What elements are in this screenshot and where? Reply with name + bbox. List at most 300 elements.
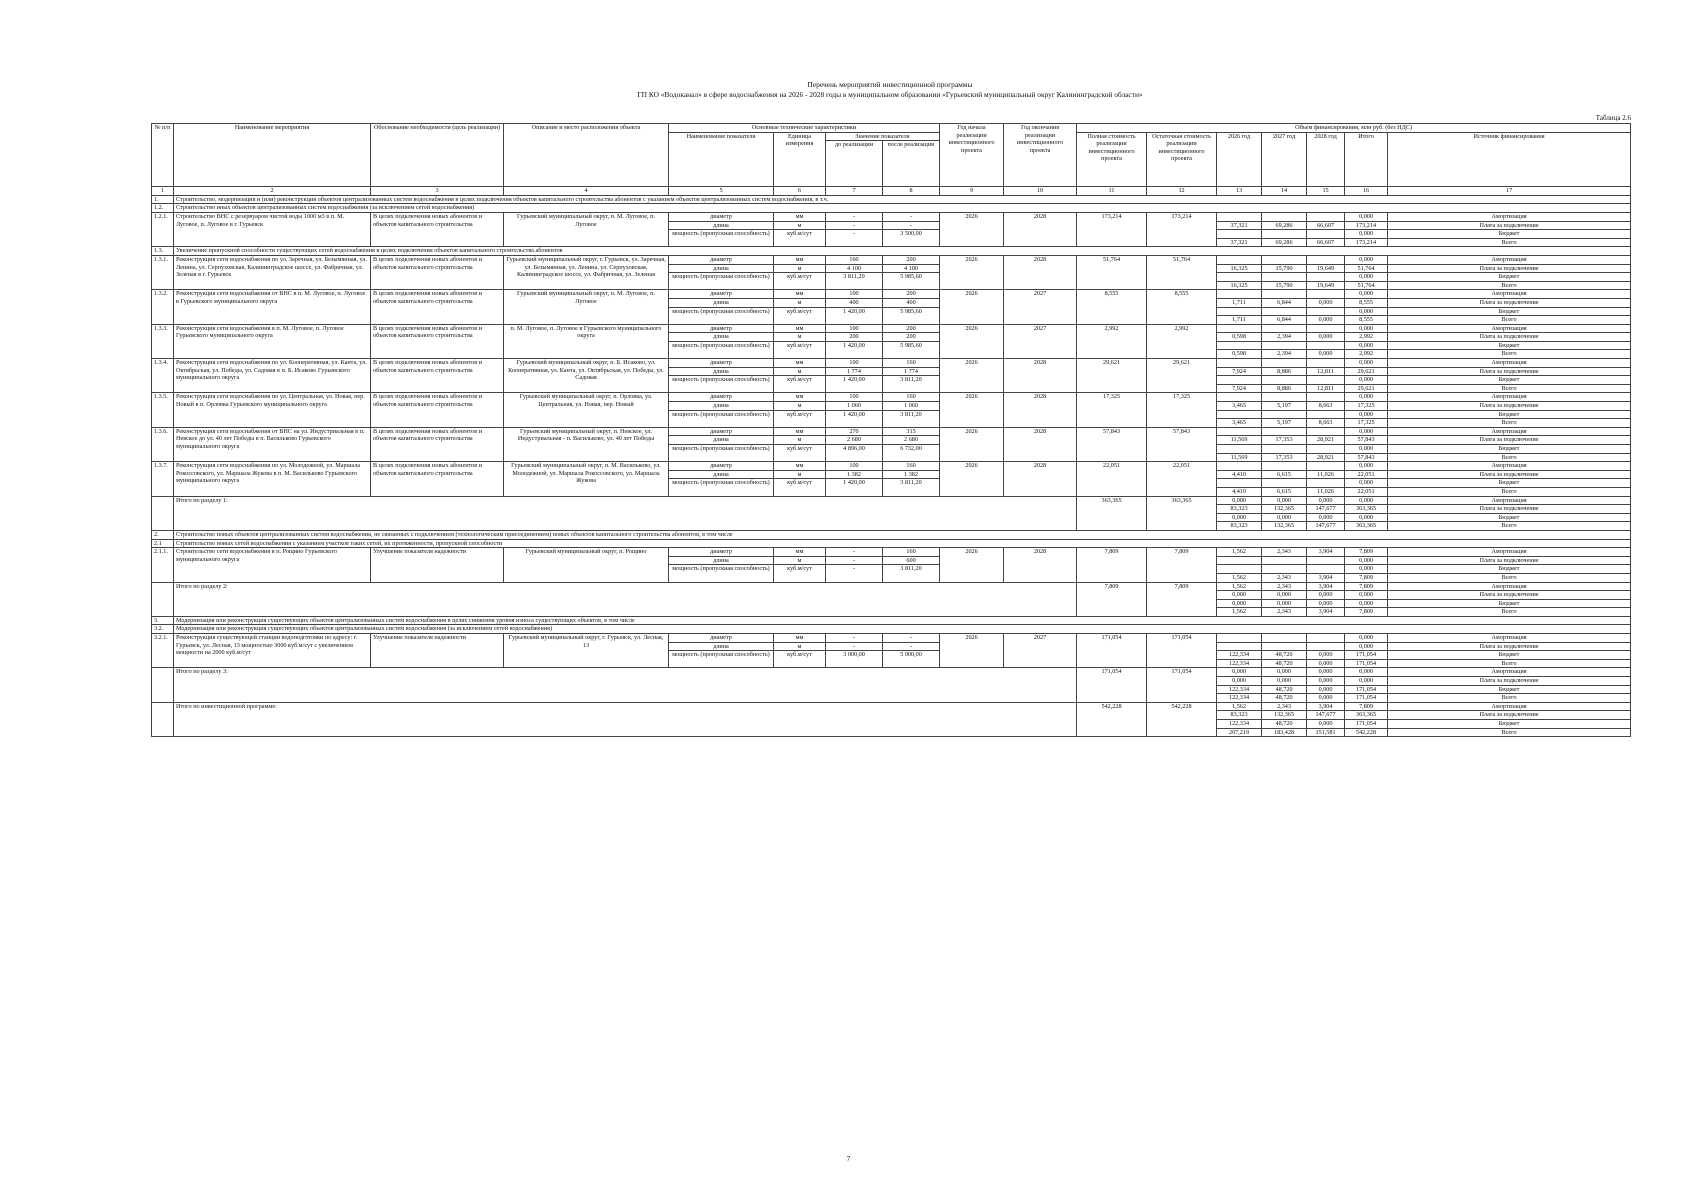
fin-cell: 0,000 <box>1307 599 1345 608</box>
col-number: 7 <box>826 187 883 196</box>
end-year: 2028 <box>1004 393 1077 427</box>
source-cell: Амортизация <box>1388 548 1631 557</box>
fin-cell: 2,343 <box>1262 582 1307 591</box>
source-cell: Бюджет <box>1388 651 1631 660</box>
value-after: 3 811,20 <box>883 565 940 582</box>
fin-cell: 37,321 <box>1217 221 1262 230</box>
section-title: Строительство новых сетей водоснабжения с указанием участков таких сетей, их протяженности, пропускной способности <box>174 539 1631 548</box>
value-before: 270 <box>826 427 883 436</box>
value-before: - <box>826 556 883 565</box>
source-cell: Амортизация <box>1388 324 1631 333</box>
fin-cell <box>1307 307 1345 316</box>
fin-cell <box>1262 393 1307 402</box>
col-number: 14 <box>1262 187 1307 196</box>
project-row <box>152 427 1631 436</box>
fin-cell: 7,809 <box>1345 608 1388 617</box>
param-name: диаметр <box>669 548 774 557</box>
fin-cell: 147,677 <box>1307 711 1345 720</box>
fin-cell: 0,000 <box>1345 230 1388 239</box>
project-reason: Улучшение показателя надежности <box>371 634 504 668</box>
fin-cell: 0,598 <box>1217 333 1262 342</box>
fin-cell: 1,562 <box>1217 702 1262 711</box>
param-unit: куб.м/сут <box>774 307 826 324</box>
value-before: 4 100 <box>826 264 883 273</box>
fin-cell <box>1262 324 1307 333</box>
fin-cell <box>1217 393 1262 402</box>
fin-cell: 0,000 <box>1307 350 1345 359</box>
fin-cell: 151,581 <box>1307 728 1345 737</box>
header-2026: 2026 год <box>1217 132 1262 187</box>
project-desc: Гурьевский муниципальный округ, п. М. Луговое, п. Луговое <box>504 290 669 324</box>
value-after: 3 811,20 <box>883 479 940 496</box>
param-name: диаметр <box>669 212 774 221</box>
param-unit: м <box>774 264 826 273</box>
fin-cell <box>1307 376 1345 385</box>
project-desc: Гурьевский муниципальный округ, п. Б. Исаково, ул. Кооперативная, ул. Канта, ул. Октябрьская, ул. Победы, ул. Садовая <box>504 359 669 393</box>
fin-cell: 48,720 <box>1262 694 1307 703</box>
project-num: 1.3.2. <box>152 290 174 324</box>
value-after: 160 <box>883 548 940 557</box>
source-cell: Плата за подключение <box>1388 221 1631 230</box>
page-number: 7 <box>846 1155 851 1163</box>
source-cell: Всего <box>1388 522 1631 531</box>
fin-cell <box>1262 427 1307 436</box>
title-line-2: ГП КО «Водоканал» в сфере водоснабжения на 2026 - 2028 годы в муниципальном образовании «Гурьевский муниципальный округ Калининградской области» <box>637 90 1143 99</box>
fin-cell: 66,607 <box>1307 238 1345 247</box>
header-source: Источник финансирования <box>1388 132 1631 187</box>
total-full-cost: 363,365 <box>1077 496 1147 530</box>
value-after: 4 100 <box>883 264 940 273</box>
fin-cell <box>1262 212 1307 221</box>
fin-cell: 0,000 <box>1345 273 1388 282</box>
fin-cell: 0,000 <box>1307 694 1345 703</box>
end-year: 2027 <box>1004 634 1077 668</box>
fin-cell: 183,428 <box>1262 728 1307 737</box>
fin-cell: 0,000 <box>1345 359 1388 368</box>
total-full-cost: 171,054 <box>1077 668 1147 702</box>
param-name: мощность (пропускная способность) <box>669 445 774 462</box>
total-label: Итого по инвестиционной программе: <box>174 702 1077 736</box>
end-year: 2028 <box>1004 212 1077 246</box>
project-reason: В целях подключения новых абонентов и объектов капитального строительства <box>371 359 504 393</box>
project-num: 1.3.6. <box>152 427 174 461</box>
fin-cell: 17,325 <box>1345 402 1388 411</box>
param-name: длина <box>669 642 774 651</box>
residual-cost: 29,621 <box>1147 359 1217 393</box>
project-num: 2.1.1. <box>152 548 174 582</box>
title-line-1: Перечень мероприятий инвестиционной программы <box>807 80 973 89</box>
fin-cell: 1,711 <box>1217 316 1262 325</box>
value-before: - <box>826 212 883 221</box>
col-number: 1 <box>152 187 174 196</box>
param-name: длина <box>669 298 774 307</box>
fin-cell: 0,000 <box>1307 685 1345 694</box>
param-name: мощность (пропускная способность) <box>669 273 774 290</box>
section-num: 1. <box>152 195 174 204</box>
source-cell: Плата за подключение <box>1388 677 1631 686</box>
project-reason: В целях подключения новых абонентов и объектов капитального строительства <box>371 255 504 289</box>
fin-cell: 0,000 <box>1262 677 1307 686</box>
param-unit: м <box>774 298 826 307</box>
fin-cell: 16,325 <box>1217 281 1262 290</box>
fin-cell <box>1217 462 1262 471</box>
section-num: 3. <box>152 616 174 625</box>
source-cell: Амортизация <box>1388 427 1631 436</box>
fin-cell: 6,844 <box>1262 316 1307 325</box>
header-2027: 2027 год <box>1262 132 1307 187</box>
value-before: - <box>826 565 883 582</box>
header-desc: Описание и место расположения объекта <box>504 124 669 187</box>
source-cell: Плата за подключение <box>1388 367 1631 376</box>
section-title: Строительство иных объектов централизованных систем водоснабжения (за исключением сетей водоснабжения) <box>174 204 1631 213</box>
fin-cell: 132,365 <box>1262 505 1307 514</box>
source-cell: Плата за подключение <box>1388 333 1631 342</box>
source-cell: Плата за подключение <box>1388 298 1631 307</box>
header-end: Год окончания реализации инвестиционного проекта <box>1004 124 1077 187</box>
fin-cell <box>1217 212 1262 221</box>
value-after: 3 811,20 <box>883 410 940 427</box>
fin-cell: 0,000 <box>1307 677 1345 686</box>
fin-cell: 8,663 <box>1307 402 1345 411</box>
value-after: 200 <box>883 324 940 333</box>
param-name: диаметр <box>669 462 774 471</box>
fin-cell: 11,569 <box>1217 453 1262 462</box>
full-cost: 171,054 <box>1077 634 1147 668</box>
start-year: 2026 <box>940 290 1004 324</box>
fin-cell <box>1307 273 1345 282</box>
header-start: Год начала реализации инвестиционного проекта <box>940 124 1004 187</box>
project-num: 1.2.1. <box>152 212 174 246</box>
fin-cell: 0,000 <box>1307 668 1345 677</box>
section-title: Строительство новых объектов централизованных систем водоснабжения, не связанных с подключением (технологическим присоединением) новых объектов капитального строительства абонентов, в том числе <box>174 530 1631 539</box>
source-cell: Плата за подключение <box>1388 556 1631 565</box>
fin-cell: 0,000 <box>1307 659 1345 668</box>
fin-cell: 207,219 <box>1217 728 1262 737</box>
param-name: мощность (пропускная способность) <box>669 410 774 427</box>
fin-cell: 0,000 <box>1307 298 1345 307</box>
fin-cell: 0,000 <box>1345 599 1388 608</box>
param-name: мощность (пропускная способность) <box>669 651 774 668</box>
header-tech: Основные технические характеристики <box>669 124 940 133</box>
fin-cell: 171,054 <box>1345 685 1388 694</box>
project-reason: В целях подключения новых абонентов и объектов капитального строительства <box>371 212 504 246</box>
fin-cell: 19,649 <box>1307 264 1345 273</box>
value-after: 3 500,00 <box>883 230 940 247</box>
param-name: диаметр <box>669 255 774 264</box>
header-rest: Остаточная стоимость реализации инвестиционного проекта <box>1147 132 1217 187</box>
fin-cell <box>1217 341 1262 350</box>
fin-cell: 122,334 <box>1217 720 1262 729</box>
fin-cell: 17,353 <box>1262 436 1307 445</box>
value-after: 6 732,00 <box>883 445 940 462</box>
residual-cost: 173,214 <box>1147 212 1217 246</box>
param-unit: м <box>774 367 826 376</box>
value-after: 1 060 <box>883 402 940 411</box>
project-desc: п. М. Луговое, п. Луговое в Гурьевского муниципального округа <box>504 324 669 358</box>
col-number: 10 <box>1004 187 1077 196</box>
source-cell: Амортизация <box>1388 668 1631 677</box>
fin-cell: 0,000 <box>1345 556 1388 565</box>
fin-cell: 147,677 <box>1307 522 1345 531</box>
source-cell: Бюджет <box>1388 565 1631 574</box>
col-number: 16 <box>1345 187 1388 196</box>
param-name: мощность (пропускная способность) <box>669 341 774 358</box>
value-before: 1 420,00 <box>826 410 883 427</box>
fin-cell: 132,365 <box>1262 522 1307 531</box>
fin-cell: 7,809 <box>1345 548 1388 557</box>
col-number: 5 <box>669 187 774 196</box>
source-cell: Всего <box>1388 453 1631 462</box>
fin-cell: 7,809 <box>1345 573 1388 582</box>
param-unit: мм <box>774 359 826 368</box>
param-unit: куб.м/сут <box>774 410 826 427</box>
fin-cell <box>1217 427 1262 436</box>
fin-cell: 4,410 <box>1217 487 1262 496</box>
param-unit: мм <box>774 393 826 402</box>
fin-cell: 83,323 <box>1217 522 1262 531</box>
fin-cell: 0,000 <box>1345 410 1388 419</box>
param-unit: мм <box>774 255 826 264</box>
source-cell: Бюджет <box>1388 599 1631 608</box>
project-name: Реконструкция существующей станции водоподготовки по адресу: г. Гурьевск, ул. Лесная, 13 мощностью 3000 куб.м/сут с увеличением мощности на 2000 куб.м/сут <box>174 634 371 668</box>
project-num: 1.3.7. <box>152 462 174 496</box>
project-row <box>152 212 1631 221</box>
fin-cell: 7,809 <box>1345 702 1388 711</box>
fin-cell <box>1262 376 1307 385</box>
fin-cell: 0,000 <box>1217 496 1262 505</box>
fin-cell: 3,465 <box>1217 419 1262 428</box>
fin-cell: 0,000 <box>1307 333 1345 342</box>
fin-cell: 0,000 <box>1345 513 1388 522</box>
end-year: 2028 <box>1004 255 1077 289</box>
col-number: 12 <box>1147 187 1217 196</box>
param-unit: м <box>774 333 826 342</box>
end-year: 2028 <box>1004 427 1077 461</box>
param-name: длина <box>669 556 774 565</box>
fin-cell: 173,214 <box>1345 221 1388 230</box>
fin-cell: 8,886 <box>1262 384 1307 393</box>
fin-cell: 7,809 <box>1345 582 1388 591</box>
residual-cost: 2,992 <box>1147 324 1217 358</box>
project-row <box>152 290 1631 299</box>
start-year: 2026 <box>940 462 1004 496</box>
param-name: диаметр <box>669 634 774 643</box>
value-before: 160 <box>826 255 883 264</box>
param-unit: куб.м/сут <box>774 651 826 668</box>
value-before: - <box>826 230 883 247</box>
start-year: 2026 <box>940 634 1004 668</box>
fin-cell: 3,904 <box>1307 548 1345 557</box>
project-name: Реконструкция сети водоснабжения от ВНС на ул. Индустриальная в п. Невское до ул. 40 лет Победы в п. Васильково Гурьевского муниципального округа <box>174 427 371 461</box>
source-cell: Всего <box>1388 728 1631 737</box>
header-reason: Обоснование необходимости (цель реализации) <box>371 124 504 187</box>
fin-cell <box>1307 359 1345 368</box>
value-before: 1 420,00 <box>826 341 883 358</box>
fin-cell: 122,334 <box>1217 694 1262 703</box>
fin-cell: 11,026 <box>1307 487 1345 496</box>
col-number: 11 <box>1077 187 1147 196</box>
fin-cell: 7,924 <box>1217 384 1262 393</box>
project-desc: Гурьевский муниципальный округ, п. Орловка, ул. Центральная, ул. Новая, пер. Новый <box>504 393 669 427</box>
param-name: длина <box>669 367 774 376</box>
total-residual-cost: 7,809 <box>1147 582 1217 616</box>
fin-cell: 0,000 <box>1345 290 1388 299</box>
document-title <box>150 80 1630 100</box>
param-unit: куб.м/сут <box>774 479 826 496</box>
fin-cell <box>1217 376 1262 385</box>
fin-cell: 29,621 <box>1345 367 1388 376</box>
investment-program-table <box>151 123 1631 737</box>
section-row <box>152 530 1631 539</box>
fin-cell: 4,410 <box>1217 470 1262 479</box>
value-before: 200 <box>826 333 883 342</box>
fin-cell: 8,886 <box>1262 367 1307 376</box>
param-unit: м <box>774 436 826 445</box>
project-desc: Гурьевский муниципальный округ, г. Гурьевск, ул. Заречная, ул. Безымянная, ул. Ленина, ул. Серпуховская, Калининградское шоссе, ул. Фабричная, ул. Зеленая <box>504 255 669 289</box>
section-title: Увеличение пропускной способности существующих сетей водоснабжения в целях подключения объектов капитального строительства абонентов <box>174 247 1631 256</box>
total-label: Итого по разделу 3: <box>174 668 1077 702</box>
fin-cell: 22,051 <box>1345 470 1388 479</box>
fin-cell: 0,000 <box>1345 479 1388 488</box>
value-after: 160 <box>883 359 940 368</box>
fin-cell <box>1262 556 1307 565</box>
source-cell: Бюджет <box>1388 685 1631 694</box>
source-cell: Плата за подключение <box>1388 264 1631 273</box>
source-cell: Амортизация <box>1388 496 1631 505</box>
fin-cell: 0,000 <box>1345 634 1388 643</box>
fin-cell <box>1217 290 1262 299</box>
fin-cell: 8,555 <box>1345 316 1388 325</box>
project-num: 3.2.1. <box>152 634 174 668</box>
fin-cell <box>1307 642 1345 651</box>
source-cell: Всего <box>1388 608 1631 617</box>
fin-cell <box>1307 393 1345 402</box>
header-total: Итого <box>1345 132 1388 187</box>
col-number: 15 <box>1307 187 1345 196</box>
end-year: 2027 <box>1004 290 1077 324</box>
param-name: длина <box>669 436 774 445</box>
fin-cell: 147,677 <box>1307 505 1345 514</box>
total-full-cost: 7,809 <box>1077 582 1147 616</box>
source-cell: Бюджет <box>1388 341 1631 350</box>
start-year: 2026 <box>940 212 1004 246</box>
value-after: 160 <box>883 462 940 471</box>
section-title: Модернизация или реконструкция существующих объектов централизованных систем водоснабжения в целях снижения уровня износа существующих объектов, в том числе <box>174 616 1631 625</box>
fin-cell: 0,000 <box>1345 496 1388 505</box>
source-cell: Амортизация <box>1388 634 1631 643</box>
source-cell: Всего <box>1388 281 1631 290</box>
section-num: 1.2. <box>152 204 174 213</box>
col-number: 3 <box>371 187 504 196</box>
fin-cell: 0,000 <box>1345 427 1388 436</box>
value-before: 1 060 <box>826 402 883 411</box>
full-cost: 22,051 <box>1077 462 1147 496</box>
fin-cell: 0,000 <box>1345 376 1388 385</box>
param-name: мощность (пропускная способность) <box>669 479 774 496</box>
fin-cell: 48,720 <box>1262 651 1307 660</box>
value-after: 200 <box>883 333 940 342</box>
fin-cell <box>1217 307 1262 316</box>
section-num: 2. <box>152 530 174 539</box>
param-name: длина <box>669 264 774 273</box>
source-cell: Плата за подключение <box>1388 591 1631 600</box>
fin-cell: 122,334 <box>1217 659 1262 668</box>
fin-cell: 11,569 <box>1217 436 1262 445</box>
section-title: Модернизация или реконструкция существующих объектов централизованных систем водоснабжения (за исключением сетей водоснабжения) <box>174 625 1631 634</box>
total-row <box>152 668 1631 677</box>
fin-cell: 363,365 <box>1345 711 1388 720</box>
fin-cell <box>1262 341 1307 350</box>
residual-cost: 171,054 <box>1147 634 1217 668</box>
project-name: Реконструкция сети водоснабжения в п. М. Луговое, п. Луговое Гурьевского муниципального округа <box>174 324 371 358</box>
value-before: - <box>826 221 883 230</box>
section-num: 2.1 <box>152 539 174 548</box>
fin-cell: 0,000 <box>1345 591 1388 600</box>
fin-cell <box>1307 565 1345 574</box>
full-cost: 57,843 <box>1077 427 1147 461</box>
fin-cell: 0,000 <box>1217 591 1262 600</box>
fin-cell: 19,649 <box>1307 281 1345 290</box>
source-cell: Всего <box>1388 238 1631 247</box>
fin-cell: 3,904 <box>1307 702 1345 711</box>
source-cell: Всего <box>1388 573 1631 582</box>
param-unit: куб.м/сут <box>774 445 826 462</box>
param-name: мощность (пропускная способность) <box>669 307 774 324</box>
fin-cell: 0,000 <box>1262 668 1307 677</box>
fin-cell <box>1217 445 1262 454</box>
param-unit: куб.м/сут <box>774 565 826 582</box>
fin-cell <box>1307 479 1345 488</box>
fin-cell: 1,562 <box>1217 573 1262 582</box>
param-unit: куб.м/сут <box>774 376 826 393</box>
fin-cell <box>1262 307 1307 316</box>
project-row <box>152 324 1631 333</box>
project-name: Реконструкция сети водоснабжения по ул. Кооперативная, ул. Канта, ул. Октябрьская, ул. Победы, ул. Садовая в п. Б. Исаково Гурьевского муниципального округа <box>174 359 371 393</box>
fin-cell: 0,000 <box>1345 677 1388 686</box>
header-full: Полная стоимость реализации инвестиционного проекта <box>1077 132 1147 187</box>
source-cell: Амортизация <box>1388 212 1631 221</box>
fin-cell <box>1262 273 1307 282</box>
project-reason: В целях подключения новых абонентов и объектов капитального строительства <box>371 290 504 324</box>
param-unit: мм <box>774 290 826 299</box>
fin-cell <box>1262 565 1307 574</box>
total-num <box>152 496 174 530</box>
project-desc: Гурьевский муниципальный округ, п. Рощино <box>504 548 669 582</box>
param-name: длина <box>669 333 774 342</box>
fin-cell: 48,720 <box>1262 659 1307 668</box>
value-before: 400 <box>826 298 883 307</box>
fin-cell: 2,343 <box>1262 608 1307 617</box>
fin-cell <box>1307 556 1345 565</box>
fin-cell: 6,844 <box>1262 298 1307 307</box>
value-after: 5 985,60 <box>883 307 940 324</box>
source-cell: Амортизация <box>1388 582 1631 591</box>
source-cell: Бюджет <box>1388 307 1631 316</box>
value-before: - <box>826 548 883 557</box>
value-after: - <box>883 642 940 651</box>
project-row <box>152 548 1631 557</box>
fin-cell: 171,054 <box>1345 694 1388 703</box>
fin-cell <box>1217 479 1262 488</box>
fin-cell <box>1307 410 1345 419</box>
total-row <box>152 702 1631 711</box>
value-before: 3 811,20 <box>826 273 883 290</box>
fin-cell <box>1262 462 1307 471</box>
fin-cell: 17,353 <box>1262 453 1307 462</box>
full-cost: 8,555 <box>1077 290 1147 324</box>
header-before: до реализации <box>826 141 883 187</box>
col-number: 2 <box>174 187 371 196</box>
